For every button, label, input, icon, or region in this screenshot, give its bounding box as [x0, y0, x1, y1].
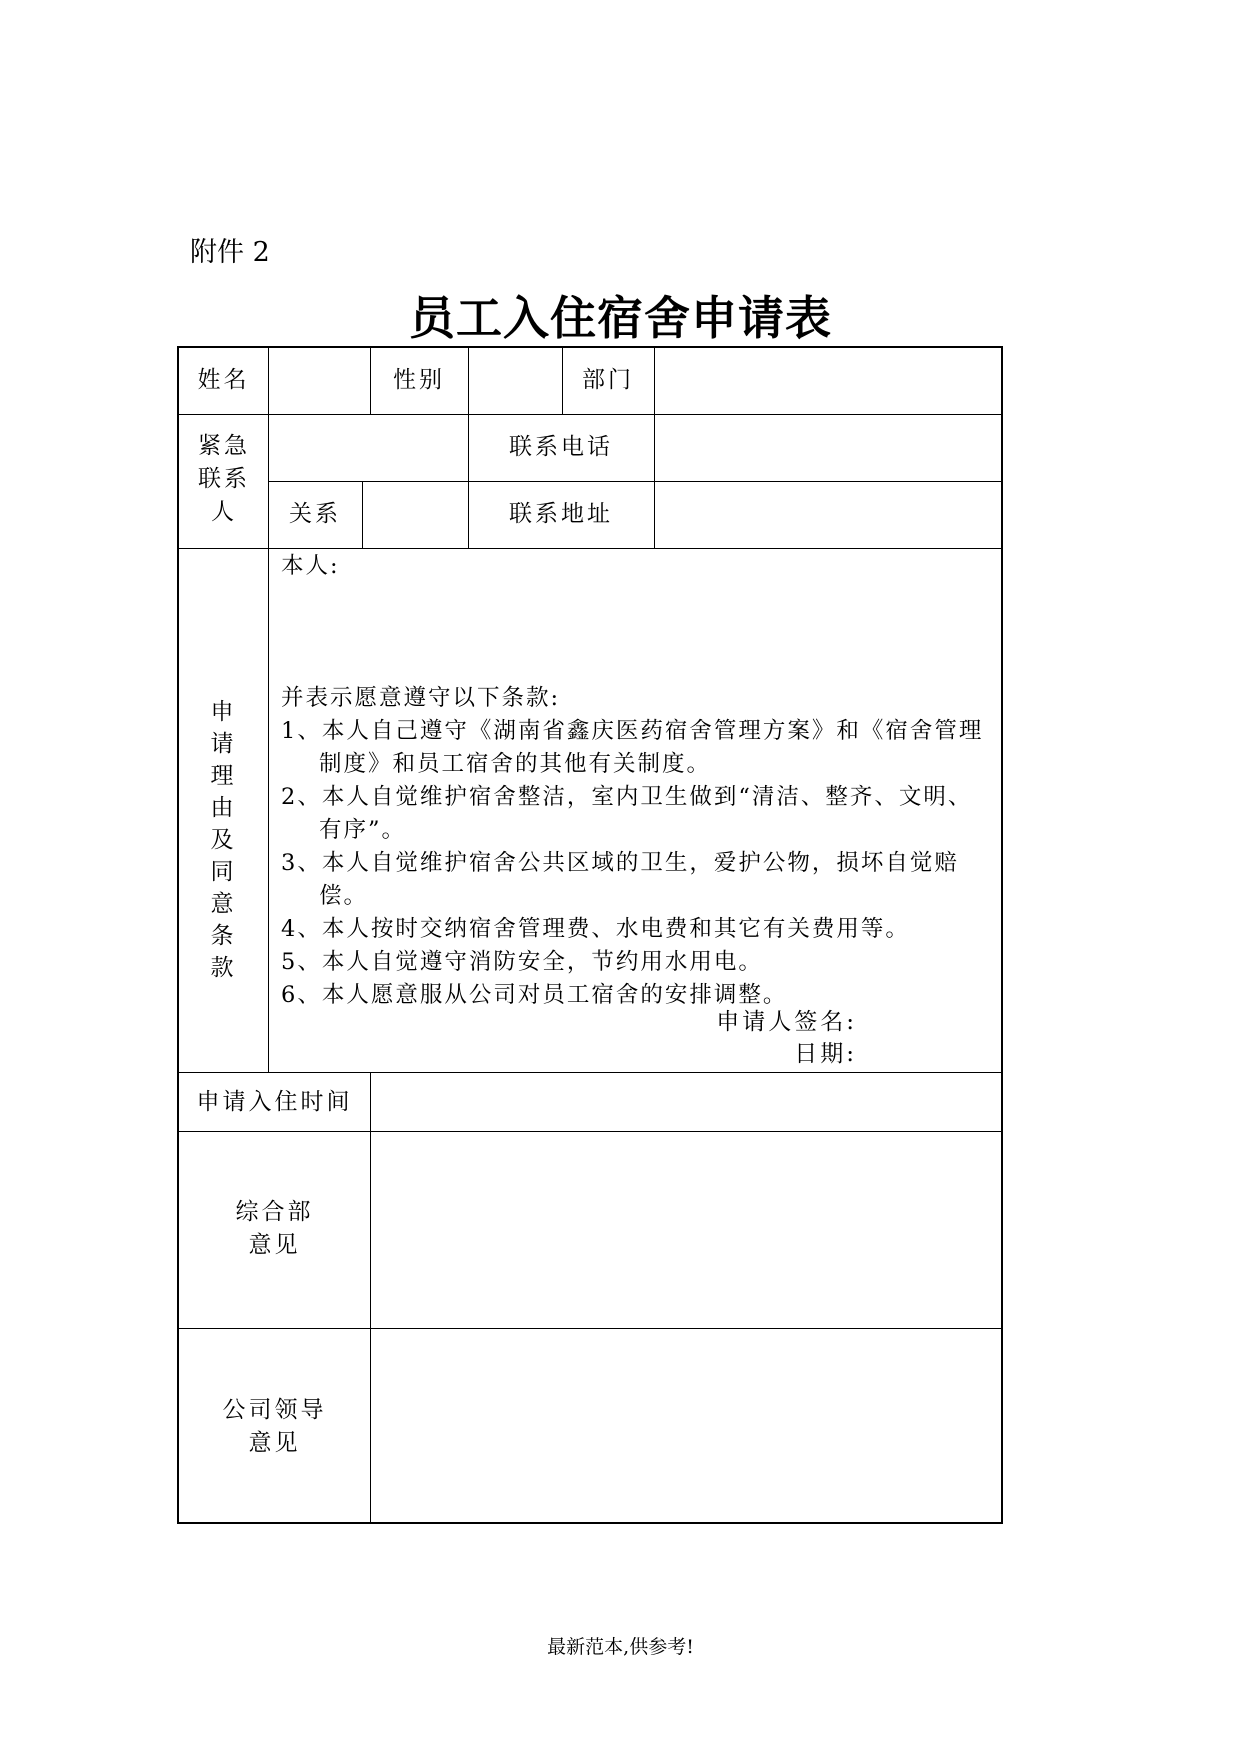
row-divider	[179, 548, 1003, 549]
move-in-time-field[interactable]	[372, 1074, 1001, 1129]
clause-list	[281, 715, 996, 1012]
clause-item: 4、本人按时交纳宿舍管理费、水电费和其它有关费用等。	[281, 916, 910, 942]
application-form-table	[177, 346, 1003, 1524]
gender-field[interactable]	[470, 350, 560, 412]
clause-item: 6、本人愿意服从公司对员工宿舍的安排调整。	[281, 982, 788, 1008]
leadership-label: 公司领导 意见	[222, 1397, 327, 1456]
row-divider	[179, 1131, 1003, 1132]
relationship-label: 关系	[289, 501, 341, 527]
admin-dept-label: 综合部 意见	[235, 1199, 314, 1258]
footer-note: 最新范本,供参考!	[547, 1636, 694, 1658]
col-divider	[362, 481, 363, 548]
date-label: 日期:	[794, 1041, 857, 1067]
clause-item: 3、本人自觉维护宿舍公共区域的卫生，爱护公物，损坏自觉赔偿。	[281, 850, 959, 909]
reason-input-area[interactable]	[281, 586, 996, 676]
statement-agree: 并表示愿意遵守以下条款:	[281, 685, 561, 711]
contact-address-field[interactable]	[656, 483, 1001, 546]
col-divider	[654, 348, 655, 548]
row-divider	[268, 481, 1003, 482]
clause-item: 1、本人自己遵守《湖南省鑫庆医药宿舍管理方案》和《宿舍管理制度》和员工宿舍的其他有关制度。	[281, 718, 984, 777]
col-divider	[370, 1072, 371, 1524]
contact-phone-label: 联系电话	[509, 434, 613, 460]
application-reason-label: 申请理由及同意条款	[210, 699, 234, 981]
row-divider	[179, 414, 1003, 415]
department-field[interactable]	[656, 350, 1001, 412]
leadership-opinion-field[interactable]	[372, 1330, 1001, 1522]
contact-address-label: 联系地址	[509, 501, 613, 527]
statement-intro: 本人:	[281, 553, 340, 579]
gender-label: 性别	[393, 367, 445, 393]
emergency-contact-label: 紧急联系人	[198, 433, 250, 525]
row-divider	[179, 1072, 1003, 1073]
col-divider	[468, 348, 469, 414]
name-label: 姓名	[197, 367, 250, 393]
department-label: 部门	[582, 367, 634, 393]
clause-item: 2、本人自觉维护宿舍整洁，室内卫生做到“清洁、整齐、文明、有序”。	[281, 784, 973, 843]
relationship-field[interactable]	[364, 483, 466, 546]
move-in-time-label: 申请入住时间	[196, 1089, 353, 1115]
row-divider	[179, 1328, 1003, 1329]
name-field[interactable]	[270, 350, 368, 412]
col-divider	[268, 348, 269, 414]
contact-phone-field[interactable]	[656, 416, 1001, 479]
signature-label: 申请人签名:	[716, 1009, 857, 1035]
attachment-label: 附件 2	[190, 237, 270, 268]
form-title: 员工入住宿舍申请表	[409, 291, 832, 345]
clause-item: 5、本人自觉遵守消防安全，节约用水用电。	[281, 949, 763, 975]
admin-dept-opinion-field[interactable]	[372, 1133, 1001, 1326]
